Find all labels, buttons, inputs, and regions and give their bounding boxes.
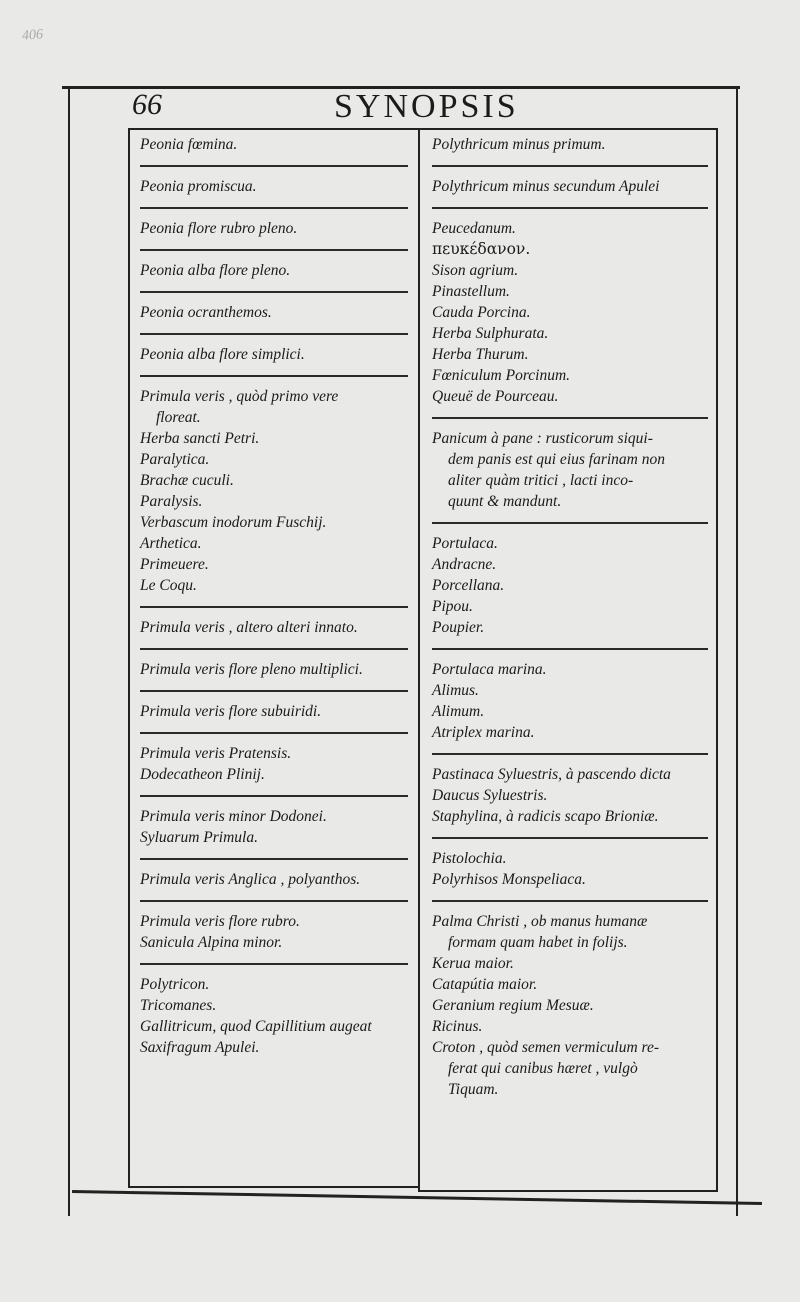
entry-line: Paralytica. [140,451,210,468]
page-header [124,88,724,126]
running-title: SYNOPSIS [334,88,519,125]
glossary-entry [140,291,408,330]
entry-line: Panicum à pane : rusticorum siqui- [432,430,653,447]
entry-line: Primula veris Anglica , polyanthos. [140,871,361,888]
entry-line: Croton , quòd semen vermiculum re- [432,1039,660,1056]
entry-line: Peonia alba flore simplici. [140,346,305,363]
entry-line: ferat qui canibus hæret , vulgò [448,1060,638,1077]
entry-line: Geranium regium Mesuæ. [432,997,594,1014]
entry-line: Fœniculum Porcinum. [432,367,571,384]
entry-line: Tricomanes. [140,997,217,1014]
entry-line: Atriplex marina. [432,724,535,741]
entry-line: Andracne. [432,556,497,573]
glossary-entry [432,900,708,1107]
glossary-entry [432,837,708,897]
glossary-entry [432,207,708,414]
entry-line: Polythricum minus secundum Apulei [432,178,660,195]
entry-line: Peonia fœmina. [140,136,238,153]
entry-line: floreat. [156,409,201,426]
glossary-entry [432,134,708,162]
entry-line: Primula veris flore subuiridi. [140,703,322,720]
glossary-entry [140,606,408,645]
page-number: 66 [132,88,162,121]
entry-line: Brachæ cuculi. [140,472,234,489]
entry-line: Palma Christi , ob manus humanæ [432,913,648,930]
entry-line: Polyrhisos Monspeliaca. [432,871,586,888]
entry-line: Primeuere. [140,556,209,573]
entry-line: Primula veris , altero alteri innato. [140,619,358,636]
entry-line: Primula veris flore rubro. [140,913,300,930]
entry-line: Le Coqu. [140,577,197,594]
entry-line: Peonia flore rubro pleno. [140,220,298,237]
left-column [140,134,408,1065]
entry-line: Cauda Porcina. [432,304,531,321]
entry-line: Verbascum inodorum Fuschij. [140,514,327,531]
glossary-entry [140,207,408,246]
entry-line: Tiquam. [448,1081,499,1098]
entry-line: aliter quàm tritici , lacti inco- [448,472,634,489]
glossary-entry [140,165,408,204]
entry-line: πευκέδανον. [432,240,531,258]
entry-line: Alimus. [432,682,479,699]
entry-line: Pipou. [432,598,473,615]
glossary-entry [432,165,708,204]
entry-line: Queuë de Pourceau. [432,388,559,405]
entry-line: Poupier. [432,619,485,636]
entry-line: Gallitricum, quod Capillitium augeat [140,1018,372,1035]
entry-line: Primula veris flore pleno multiplici. [140,661,363,678]
entry-line: Portulaca marina. [432,661,547,678]
entry-line: Peonia ocranthemos. [140,304,272,321]
glossary-entry [432,417,708,519]
glossary-entry [140,249,408,288]
entry-line: Peonia alba flore pleno. [140,262,291,279]
entry-line: Paralysis. [140,493,203,510]
glossary-entry [140,333,408,372]
entry-line: Alimum. [432,703,485,720]
entry-line: Pistolochia. [432,850,507,867]
glossary-entry [140,963,408,1065]
entry-line: Primula veris , quòd primo vere [140,388,339,405]
entry-line: formam quam habet in folijs. [448,934,628,951]
glossary-entry [140,690,408,729]
glossary-entry [140,795,408,855]
margin-pencil-note: 406 [21,27,44,44]
entry-line: Catapútia maior. [432,976,538,993]
entry-line: Pinastellum. [432,283,510,300]
glossary-entry [140,134,408,162]
entry-line: Syluarum Primula. [140,829,258,846]
entry-line: dem panis est qui eius farinam non [448,451,665,468]
glossary-entry [140,858,408,897]
entry-line: Polythricum minus primum. [432,136,606,153]
entry-line: Daucus Syluestris. [432,787,548,804]
entry-line: Kerua maior. [432,955,514,972]
entry-line: Arthetica. [140,535,202,552]
entry-line: Primula veris minor Dodonei. [140,808,327,825]
glossary-entry [140,732,408,792]
entry-line: Sison agrium. [432,262,519,279]
entry-line: Primula veris Pratensis. [140,745,292,762]
entry-line: Porcellana. [432,577,505,594]
entry-line: Herba Thurum. [432,346,529,363]
glossary-entry [140,900,408,960]
entry-line: Sanicula Alpina minor. [140,934,283,951]
entry-line: Saxifragum Apulei. [140,1039,260,1056]
entry-line: Portulaca. [432,535,498,552]
glossary-entry [432,648,708,750]
entry-line: Peucedanum. [432,220,516,237]
entry-line: Herba sancti Petri. [140,430,260,447]
entry-line: Ricinus. [432,1018,483,1035]
glossary-entry [140,375,408,603]
entry-line: Herba Sulphurata. [432,325,549,342]
entry-line: Polytricon. [140,976,210,993]
entry-line: Dodecatheon Plinij. [140,766,265,783]
glossary-entry [432,522,708,645]
entry-line: Staphylina, à radicis scapo Brioniæ. [432,808,659,825]
entry-line: quunt & mandunt. [448,493,562,510]
glossary-entry [140,648,408,687]
entry-line: Pastinaca Syluestris, à pascendo dicta [432,766,671,783]
right-column [432,134,708,1107]
entry-line: Peonia promiscua. [140,178,257,195]
glossary-entry [432,753,708,834]
